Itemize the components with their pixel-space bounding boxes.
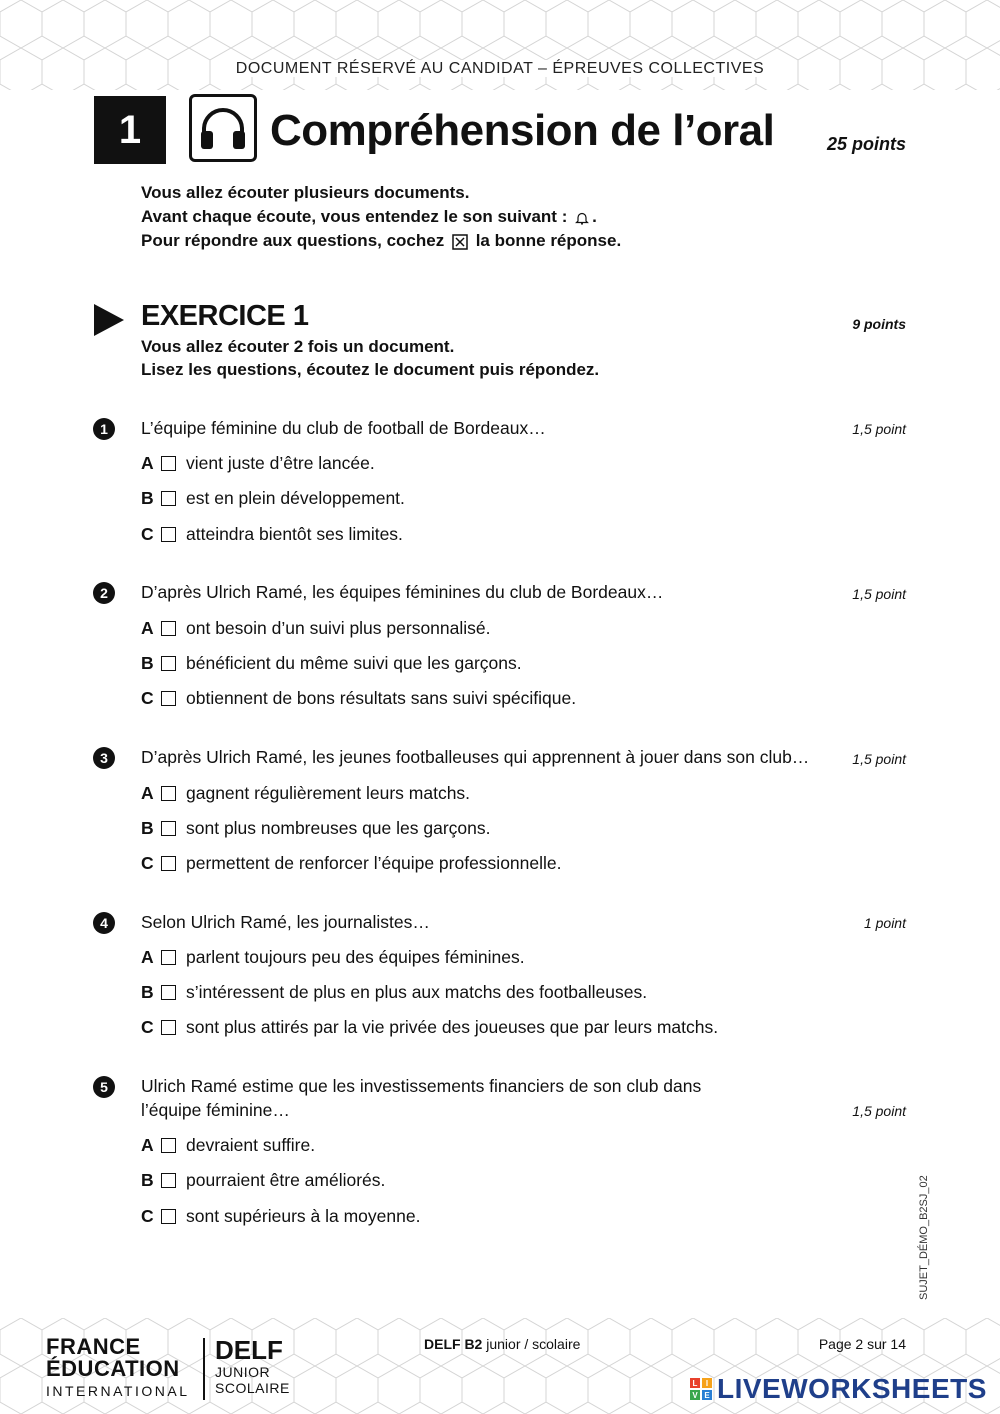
answer-checkbox[interactable] [161,491,176,506]
question-2-option-a[interactable] [141,616,491,640]
option-text: s’intéressent de plus en plus aux matchs des footballeuses. [186,981,648,1002]
question-number-3: 3 [93,747,115,769]
exercise-points: 9 points [852,316,906,332]
france-education-logo: FRANCE ÉDUCATION INTERNATIONAL [46,1334,190,1399]
answer-checkbox[interactable] [161,856,176,871]
option-letter: B [141,487,154,508]
question-text-1: L’équipe féminine du club de football de Bordeaux… [141,418,546,438]
page-number: Page 2 sur 14 [818,1336,906,1352]
instruction-line: Vous allez écouter plusieurs documents. [141,183,470,202]
option-text: pourraient être améliorés. [186,1169,386,1190]
question-3-option-a[interactable] [141,781,470,805]
answer-checkbox[interactable] [161,1138,176,1153]
answer-checkbox[interactable] [161,786,176,801]
question-4-option-a[interactable] [141,945,525,969]
option-letter: C [141,687,154,708]
question-5-option-b[interactable] [141,1168,385,1192]
option-text: sont plus attirés par la vie privée des joueuses que par leurs matchs. [186,1016,719,1037]
answer-checkbox[interactable] [161,527,176,542]
answer-checkbox[interactable] [161,1020,176,1035]
question-number-5: 5 [93,1076,115,1098]
option-letter: A [141,782,154,803]
question-3-option-b[interactable] [141,816,490,840]
instruction-line: Pour répondre aux questions, cochez la bonne réponse. [141,231,622,250]
section-instructions [141,181,621,253]
checked-box-icon [452,234,468,250]
question-points-5: 1,5 point [852,1103,906,1119]
question-points-1: 1,5 point [852,421,906,437]
section-number: 1 [94,96,166,164]
instruction-line: Avant chaque écoute, vous entendez le son suivant : . [141,207,597,226]
liveworksheets-text: LIVEWORKSHEETS [717,1373,987,1404]
option-text: permettent de renforcer l’équipe professionnelle. [186,852,562,873]
answer-checkbox[interactable] [161,821,176,836]
option-letter: B [141,817,154,838]
question-number-4: 4 [93,912,115,934]
answer-checkbox[interactable] [161,691,176,706]
exam-label: DELF B2 junior / scolaire [424,1336,581,1352]
question-5-option-a[interactable] [141,1133,315,1157]
option-letter: A [141,617,154,638]
section-points: 25 points [826,134,906,154]
play-arrow-icon [94,304,124,336]
question-1-option-a[interactable] [141,451,375,475]
question-1-option-b[interactable] [141,486,405,510]
option-letter: C [141,852,154,873]
bell-icon [575,211,589,225]
question-2-option-b[interactable] [141,651,522,675]
exercise-instructions: Vous allez écouter 2 fois un document. Lisez les questions, écoutez le document puis répondez. [141,337,600,379]
question-4-option-c[interactable] [141,1015,718,1039]
logo-divider [203,1338,205,1400]
answer-checkbox[interactable] [161,1173,176,1188]
delf-logo: DELF JUNIOR SCOLAIRE [215,1335,290,1396]
exercise-title: EXERCICE 1 [141,300,309,332]
question-number-2: 2 [93,582,115,604]
option-text: parlent toujours peu des équipes féminines. [186,946,525,967]
option-text: sont plus nombreuses que les garçons. [186,817,491,838]
document-code: SUJET_DÉMO_B2SJ_02 [918,1175,930,1300]
question-number-1: 1 [93,418,115,440]
document-header-text: DOCUMENT RÉSERVÉ AU CANDIDAT – ÉPREUVES COLLECTIVES [230,60,770,77]
question-3-option-c[interactable] [141,851,562,875]
question-text-5: Ulrich Ramé estime que les investissements financiers de son club dans l’équipe féminine… [141,1076,702,1120]
answer-checkbox[interactable] [161,950,176,965]
option-letter: C [141,523,154,544]
option-text: est en plein développement. [186,487,405,508]
section-title: Compréhension de l’oral [270,106,775,155]
question-1-option-c[interactable] [141,522,403,546]
option-text: devraient suffire. [186,1134,316,1155]
answer-checkbox[interactable] [161,456,176,471]
question-points-3: 1,5 point [852,751,906,767]
option-letter: A [141,452,154,473]
option-text: sont supérieurs à la moyenne. [186,1205,421,1226]
question-4-option-b[interactable] [141,980,647,1004]
option-text: gagnent régulièrement leurs matchs. [186,782,471,803]
question-text-3: D’après Ulrich Ramé, les jeunes footballeuses qui apprennent à jouer dans son club… [141,747,810,767]
question-2-option-c[interactable] [141,686,576,710]
answer-checkbox[interactable] [161,985,176,1000]
option-text: atteindra bientôt ses limites. [186,523,403,544]
option-text: bénéficient du même suivi que les garçons. [186,652,522,673]
option-letter: A [141,1134,154,1155]
liveworksheets-logo [690,1373,987,1405]
question-points-4: 1 point [863,915,906,931]
question-text-2: D’après Ulrich Ramé, les équipes féminines du club de Bordeaux… [141,582,664,602]
option-letter: C [141,1205,154,1226]
option-letter: A [141,946,154,967]
answer-checkbox[interactable] [161,656,176,671]
question-points-2: 1,5 point [852,586,906,602]
option-text: ont besoin d’un suivi plus personnalisé. [186,617,491,638]
liveworksheets-grid-icon: L I V E [690,1378,712,1400]
option-text: obtiennent de bons résultats sans suivi spécifique. [186,687,577,708]
option-letter: B [141,652,154,673]
option-letter: B [141,1169,154,1190]
option-letter: B [141,981,154,1002]
question-5-option-c[interactable] [141,1204,420,1228]
answer-checkbox[interactable] [161,1209,176,1224]
option-letter: C [141,1016,154,1037]
question-text-4: Selon Ulrich Ramé, les journalistes… [141,912,430,932]
answer-checkbox[interactable] [161,621,176,636]
document-header [0,60,1000,78]
headphones-icon [189,94,257,162]
option-text: vient juste d’être lancée. [186,452,375,473]
